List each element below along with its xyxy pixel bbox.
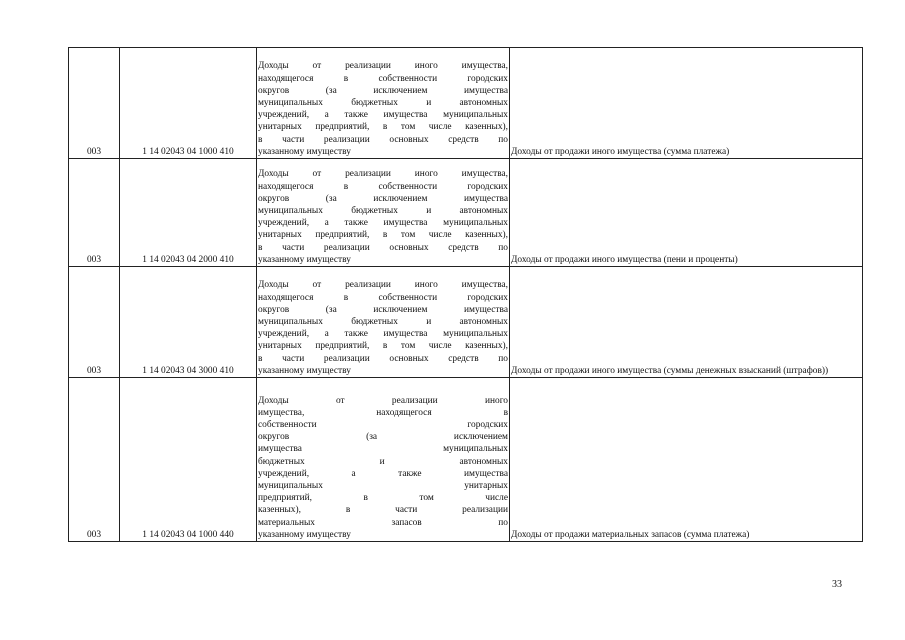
revenue-name-cell: [257, 378, 510, 542]
name-line: находящегося в собственности городских: [258, 181, 508, 192]
name-line: унитарных предприятий, в том числе казенных),: [258, 230, 508, 241]
budget-code-cell: 1 14 02043 04 2000 410: [120, 159, 257, 267]
name-line: указанному имуществу: [258, 529, 351, 540]
name-line: округов (за исключением: [258, 432, 508, 443]
budget-code-cell: 1 14 02043 04 1000 440: [120, 378, 257, 542]
admin-code-cell: 003: [69, 159, 120, 267]
name-line: в части реализации основных средств по: [258, 353, 508, 364]
name-line: учреждений, а также имущества муниципальных: [258, 110, 508, 121]
table-row: [69, 159, 863, 267]
name-line: собственности городских: [258, 419, 508, 430]
name-line: имущества, находящегося в: [258, 407, 508, 418]
name-line: Доходы от реализации иного имущества,: [258, 61, 508, 72]
revenue-name-cell: [257, 48, 510, 159]
name-line: в части реализации основных средств по: [258, 242, 508, 253]
name-line: муниципальных бюджетных и автономных: [258, 316, 508, 327]
name-line: учреждений, а также имущества: [258, 468, 508, 479]
name-line: муниципальных бюджетных и автономных: [258, 205, 508, 216]
name-line: казенных), в части реализации: [258, 505, 508, 516]
name-line: учреждений, а также имущества муниципальных: [258, 218, 508, 229]
admin-code-cell: 003: [69, 378, 120, 542]
page-number: 33: [832, 579, 842, 590]
table-row: [69, 48, 863, 159]
name-line: унитарных предприятий, в том числе казенных),: [258, 341, 508, 352]
name-line: округов (за исключением имущества: [258, 193, 508, 204]
revenue-name-cell: [257, 159, 510, 267]
name-line: предприятий, в том числе: [258, 493, 508, 504]
name-line: муниципальных унитарных: [258, 480, 508, 491]
name-line: находящегося в собственности городских: [258, 292, 508, 303]
name-line: унитарных предприятий, в том числе казенных),: [258, 122, 508, 133]
name-line: указанному имуществу: [258, 365, 351, 376]
admin-code-cell: 003: [69, 48, 120, 159]
revenue-codes-table: [68, 47, 863, 542]
name-line: материальных запасов по: [258, 517, 508, 528]
name-line: указанному имуществу: [258, 254, 351, 265]
description-cell: Доходы от продажи иного имущества (суммы денежных взысканий (штрафов)): [510, 267, 863, 378]
name-line: Доходы от реализации иного: [258, 395, 508, 406]
name-line: Доходы от реализации иного имущества,: [258, 169, 508, 180]
name-line: муниципальных бюджетных и автономных: [258, 97, 508, 108]
name-line: бюджетных и автономных: [258, 456, 508, 467]
table-row: [69, 378, 863, 542]
name-line: округов (за исключением имущества: [258, 304, 508, 315]
name-line: в части реализации основных средств по: [258, 134, 508, 145]
budget-code-cell: 1 14 02043 04 3000 410: [120, 267, 257, 378]
description-cell: Доходы от продажи иного имущества (сумма платежа): [510, 48, 863, 159]
description-cell: Доходы от продажи иного имущества (пени и проценты): [510, 159, 863, 267]
name-line: учреждений, а также имущества муниципальных: [258, 329, 508, 340]
revenue-name-cell: [257, 267, 510, 378]
table-row: [69, 267, 863, 378]
admin-code-cell: 003: [69, 267, 120, 378]
name-line: находящегося в собственности городских: [258, 73, 508, 84]
name-line: округов (за исключением имущества: [258, 85, 508, 96]
budget-code-cell: 1 14 02043 04 1000 410: [120, 48, 257, 159]
description-cell: Доходы от продажи материальных запасов (сумма платежа): [510, 378, 863, 542]
name-line: имущества муниципальных: [258, 444, 508, 455]
name-line: указанному имуществу: [258, 146, 351, 157]
name-line: Доходы от реализации иного имущества,: [258, 280, 508, 291]
